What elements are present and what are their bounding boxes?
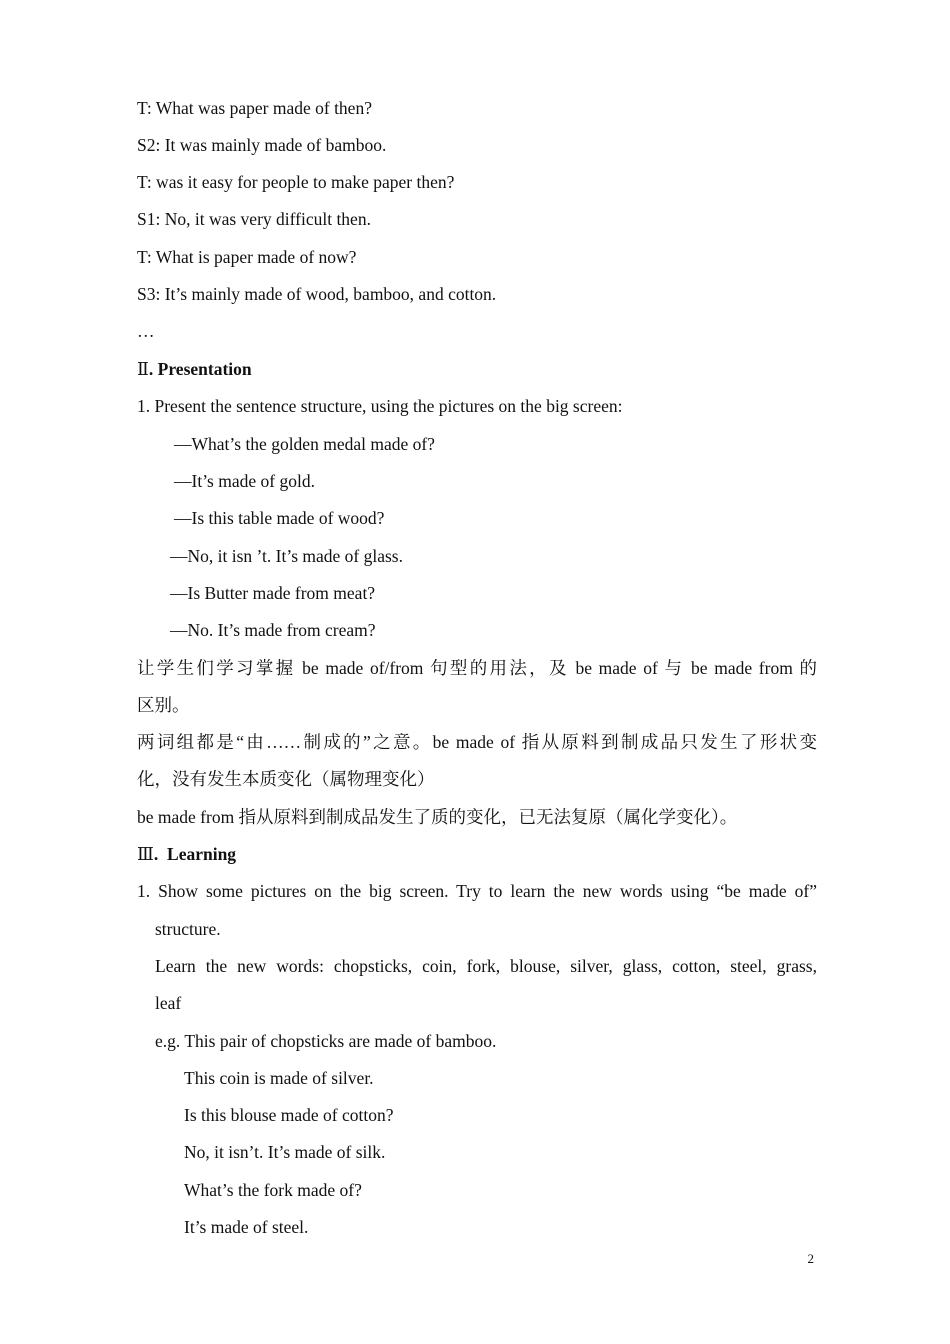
example-line: —No. It’s made from cream? bbox=[170, 620, 376, 640]
section-numeral: Ⅱ bbox=[137, 359, 149, 379]
section-heading-presentation bbox=[137, 358, 252, 380]
dialogue-line: T: What is paper made of now? bbox=[137, 247, 357, 267]
note-text: 两词组都是“由……制成的”之意。be made of 指从原料到制成品只发生了形状变 bbox=[137, 732, 817, 752]
ellipsis: … bbox=[137, 321, 155, 341]
presentation-item: 1. Present the sentence structure, using the pictures on the big screen: bbox=[137, 396, 623, 416]
note-text: be made from 指从原料到制成品发生了质的变化，已无法复原（属化学变化）。 bbox=[137, 807, 738, 827]
learning-item: structure. bbox=[155, 919, 221, 939]
section-title: . Learning bbox=[153, 844, 237, 864]
example-line: —No, it isn ’t. It’s made of glass. bbox=[170, 546, 403, 566]
dialogue-line: T: What was paper made of then? bbox=[137, 98, 372, 118]
note-text: 化，没有发生本质变化（属物理变化） bbox=[137, 769, 435, 789]
example-line: It’s made of steel. bbox=[184, 1217, 309, 1237]
example-line: —Is this table made of wood? bbox=[174, 508, 385, 528]
dialogue-line: T: was it easy for people to make paper then? bbox=[137, 172, 455, 192]
dialogue-line: S2: It was mainly made of bamboo. bbox=[137, 135, 387, 155]
section-heading-learning bbox=[137, 843, 236, 865]
section-numeral: Ⅲ bbox=[137, 844, 154, 864]
example-line: —Is Butter made from meat? bbox=[170, 583, 376, 603]
example-line: e.g. This pair of chopsticks are made of bamboo. bbox=[155, 1031, 497, 1051]
example-line: No, it isn’t. It’s made of silk. bbox=[184, 1142, 386, 1162]
new-words: leaf bbox=[155, 993, 182, 1013]
page-number: 2 bbox=[807, 1251, 814, 1266]
section-title: . Presentation bbox=[148, 359, 252, 379]
new-words: Learn the new words: chopsticks, coin, fork, blouse, silver, glass, cotton, steel, grass, bbox=[155, 956, 817, 976]
example-line: —What’s the golden medal made of? bbox=[174, 434, 435, 454]
learning-item: 1. Show some pictures on the big screen. Try to learn the new words using “be made of” bbox=[137, 881, 817, 901]
example-line: What’s the fork made of? bbox=[184, 1180, 362, 1200]
dialogue-line: S1: No, it was very difficult then. bbox=[137, 209, 371, 229]
dialogue-line: S3: It’s mainly made of wood, bamboo, and cotton. bbox=[137, 284, 497, 304]
example-line: Is this blouse made of cotton? bbox=[184, 1105, 394, 1125]
example-line: This coin is made of silver. bbox=[184, 1068, 374, 1088]
example-line: —It’s made of gold. bbox=[174, 471, 315, 491]
note-text: 区别。 bbox=[137, 695, 190, 715]
note-text: 让学生们学习掌握 be made of/from 句型的用法，及 be made of 与 be made from 的 bbox=[137, 658, 817, 678]
